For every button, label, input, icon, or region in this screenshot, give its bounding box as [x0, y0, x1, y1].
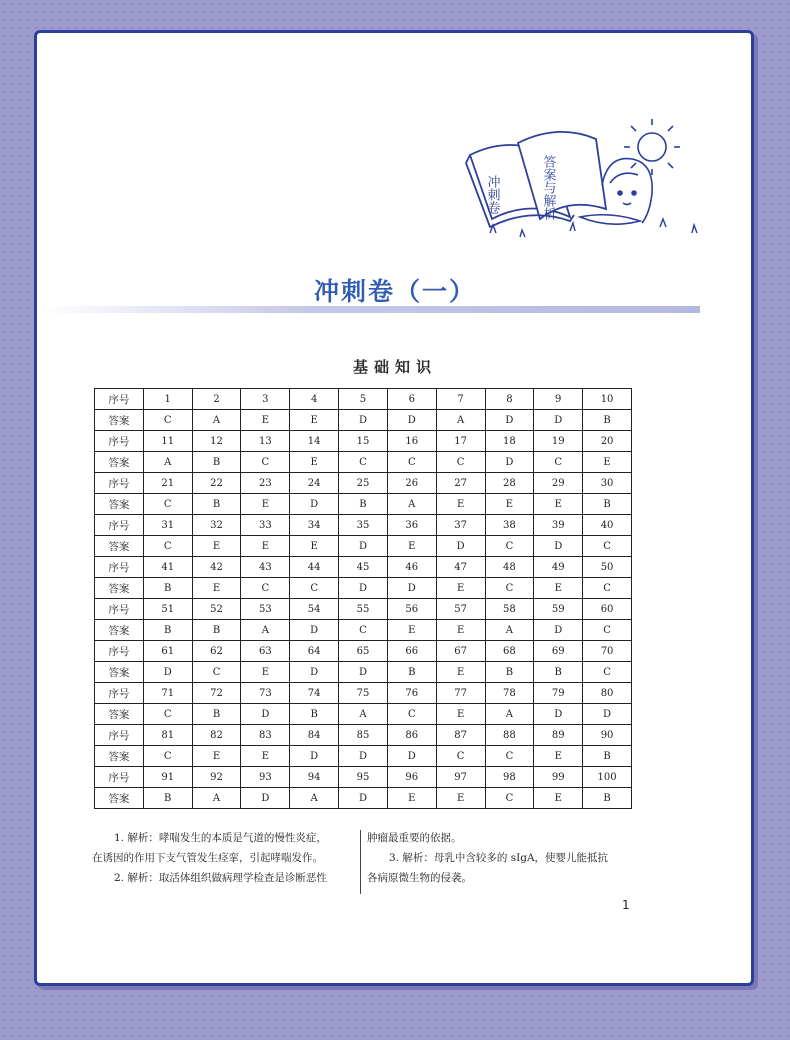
- question-number-cell: 11: [143, 431, 192, 452]
- question-number-cell: 86: [387, 725, 436, 746]
- question-number-cell: 40: [583, 515, 632, 536]
- answer-cell: B: [583, 746, 632, 767]
- question-number-cell: 68: [485, 641, 534, 662]
- answer-cell: C: [485, 746, 534, 767]
- number-row-label: 序号: [95, 431, 144, 452]
- question-number-cell: 100: [583, 767, 632, 788]
- answer-cell: C: [387, 704, 436, 725]
- note-1-line-1: 1. 解析：哮喘发生的本质是气道的慢性炎症，: [114, 832, 327, 844]
- answer-cell: E: [485, 494, 534, 515]
- note-2-line-2: 肿瘤最重要的依据。: [367, 832, 462, 844]
- question-number-cell: 87: [436, 725, 485, 746]
- answer-cell: D: [290, 494, 339, 515]
- question-number-cell: 4: [290, 389, 339, 410]
- question-number-cell: 62: [192, 641, 241, 662]
- question-number-cell: 1: [143, 389, 192, 410]
- answer-cell: B: [387, 662, 436, 683]
- answer-cell: A: [143, 452, 192, 473]
- answer-cell: D: [339, 410, 388, 431]
- answer-row-label: 答案: [95, 452, 144, 473]
- question-number-cell: 96: [387, 767, 436, 788]
- number-row: [95, 389, 632, 410]
- question-number-cell: 48: [485, 557, 534, 578]
- question-number-cell: 35: [339, 515, 388, 536]
- answer-cell: B: [290, 704, 339, 725]
- question-number-cell: 45: [339, 557, 388, 578]
- answer-cell: C: [241, 452, 290, 473]
- question-number-cell: 61: [143, 641, 192, 662]
- answer-row: [95, 662, 632, 683]
- question-number-cell: 38: [485, 515, 534, 536]
- question-number-cell: 28: [485, 473, 534, 494]
- answer-cell: B: [485, 662, 534, 683]
- question-number-cell: 31: [143, 515, 192, 536]
- answer-cell: B: [192, 620, 241, 641]
- question-number-cell: 90: [583, 725, 632, 746]
- question-number-cell: 24: [290, 473, 339, 494]
- question-number-cell: 60: [583, 599, 632, 620]
- question-number-cell: 72: [192, 683, 241, 704]
- title-underline-bar: [40, 306, 700, 313]
- answer-cell: B: [143, 620, 192, 641]
- question-number-cell: 25: [339, 473, 388, 494]
- question-number-cell: 51: [143, 599, 192, 620]
- answer-row-label: 答案: [95, 788, 144, 809]
- number-row: [95, 473, 632, 494]
- number-row: [95, 767, 632, 788]
- question-number-cell: 57: [436, 599, 485, 620]
- answer-cell: B: [583, 788, 632, 809]
- question-number-cell: 71: [143, 683, 192, 704]
- answer-cell: C: [339, 620, 388, 641]
- answer-cell: D: [339, 788, 388, 809]
- answer-cell: B: [143, 788, 192, 809]
- question-number-cell: 43: [241, 557, 290, 578]
- answer-row: [95, 746, 632, 767]
- question-number-cell: 76: [387, 683, 436, 704]
- answer-cell: D: [290, 746, 339, 767]
- answer-cell: E: [436, 578, 485, 599]
- question-number-cell: 52: [192, 599, 241, 620]
- question-number-cell: 64: [290, 641, 339, 662]
- answer-cell: A: [290, 788, 339, 809]
- question-number-cell: 8: [485, 389, 534, 410]
- answer-row-label: 答案: [95, 536, 144, 557]
- answer-cell: A: [436, 410, 485, 431]
- question-number-cell: 22: [192, 473, 241, 494]
- question-number-cell: 63: [241, 641, 290, 662]
- answer-cell: B: [534, 662, 583, 683]
- answer-row: [95, 494, 632, 515]
- question-number-cell: 85: [339, 725, 388, 746]
- question-number-cell: 79: [534, 683, 583, 704]
- answer-row: [95, 536, 632, 557]
- answer-row: [95, 410, 632, 431]
- answer-cell: C: [583, 578, 632, 599]
- answer-cell: C: [485, 578, 534, 599]
- question-number-cell: 37: [436, 515, 485, 536]
- question-number-cell: 74: [290, 683, 339, 704]
- question-number-cell: 66: [387, 641, 436, 662]
- answer-cell: A: [192, 788, 241, 809]
- answer-cell: D: [241, 704, 290, 725]
- question-number-cell: 67: [436, 641, 485, 662]
- answer-cell: D: [534, 410, 583, 431]
- answer-cell: B: [192, 452, 241, 473]
- answer-cell: E: [290, 452, 339, 473]
- answer-cell: D: [241, 788, 290, 809]
- question-number-cell: 44: [290, 557, 339, 578]
- answer-cell: C: [143, 410, 192, 431]
- answer-cell: A: [485, 620, 534, 641]
- answer-cell: C: [436, 452, 485, 473]
- question-number-cell: 2: [192, 389, 241, 410]
- question-number-cell: 12: [192, 431, 241, 452]
- question-number-cell: 65: [339, 641, 388, 662]
- question-number-cell: 6: [387, 389, 436, 410]
- answer-cell: E: [387, 536, 436, 557]
- question-number-cell: 89: [534, 725, 583, 746]
- number-row: [95, 599, 632, 620]
- answer-cell: C: [583, 536, 632, 557]
- answer-cell: C: [534, 452, 583, 473]
- number-row-label: 序号: [95, 683, 144, 704]
- reading-girl-illustration: [430, 85, 710, 245]
- answer-cell: E: [436, 788, 485, 809]
- answer-row: [95, 788, 632, 809]
- question-number-cell: 23: [241, 473, 290, 494]
- answer-row: [95, 578, 632, 599]
- question-number-cell: 91: [143, 767, 192, 788]
- answer-cell: E: [192, 746, 241, 767]
- question-number-cell: 21: [143, 473, 192, 494]
- answer-cell: D: [339, 746, 388, 767]
- number-row: [95, 557, 632, 578]
- answer-cell: D: [436, 536, 485, 557]
- answer-cell: C: [583, 620, 632, 641]
- number-row: [95, 641, 632, 662]
- number-row: [95, 431, 632, 452]
- answer-cell: E: [534, 494, 583, 515]
- answer-cell: E: [241, 410, 290, 431]
- answer-cell: C: [485, 788, 534, 809]
- question-number-cell: 27: [436, 473, 485, 494]
- question-number-cell: 41: [143, 557, 192, 578]
- question-number-cell: 10: [583, 389, 632, 410]
- note-1-line-2: 在诱因的作用下支气管发生痉挛，引起哮喘发作。: [92, 852, 323, 864]
- answer-row-label: 答案: [95, 620, 144, 641]
- question-number-cell: 32: [192, 515, 241, 536]
- question-number-cell: 46: [387, 557, 436, 578]
- question-number-cell: 3: [241, 389, 290, 410]
- answer-cell: C: [241, 578, 290, 599]
- answer-cell: E: [436, 620, 485, 641]
- answer-row-label: 答案: [95, 746, 144, 767]
- section-title: 基础知识: [352, 358, 437, 376]
- question-number-cell: 77: [436, 683, 485, 704]
- answer-cell: D: [143, 662, 192, 683]
- question-number-cell: 99: [534, 767, 583, 788]
- question-number-cell: 7: [436, 389, 485, 410]
- answer-row: [95, 620, 632, 641]
- answer-row: [95, 704, 632, 725]
- answer-cell: E: [534, 746, 583, 767]
- answer-cell: C: [192, 662, 241, 683]
- question-number-cell: 29: [534, 473, 583, 494]
- number-row-label: 序号: [95, 557, 144, 578]
- question-number-cell: 18: [485, 431, 534, 452]
- answer-cell: E: [387, 620, 436, 641]
- question-number-cell: 49: [534, 557, 583, 578]
- number-row: [95, 725, 632, 746]
- note-3-line-1: 3. 解析：母乳中含较多的 sIgA，使婴儿能抵抗: [389, 852, 609, 864]
- answer-cell: E: [534, 788, 583, 809]
- question-number-cell: 97: [436, 767, 485, 788]
- question-number-cell: 70: [583, 641, 632, 662]
- question-number-cell: 59: [534, 599, 583, 620]
- number-row-label: 序号: [95, 599, 144, 620]
- question-number-cell: 39: [534, 515, 583, 536]
- answer-cell: D: [387, 746, 436, 767]
- question-number-cell: 56: [387, 599, 436, 620]
- answer-cell: A: [241, 620, 290, 641]
- question-number-cell: 47: [436, 557, 485, 578]
- answer-cell: E: [241, 536, 290, 557]
- number-row-label: 序号: [95, 473, 144, 494]
- answer-cell: C: [339, 452, 388, 473]
- question-number-cell: 30: [583, 473, 632, 494]
- question-number-cell: 84: [290, 725, 339, 746]
- question-number-cell: 92: [192, 767, 241, 788]
- question-number-cell: 78: [485, 683, 534, 704]
- answer-row-label: 答案: [95, 662, 144, 683]
- question-number-cell: 15: [339, 431, 388, 452]
- answer-cell: C: [485, 536, 534, 557]
- answer-cell: E: [241, 494, 290, 515]
- answer-cell: E: [436, 662, 485, 683]
- notes-left-column: [92, 828, 354, 888]
- question-number-cell: 54: [290, 599, 339, 620]
- answer-cell: A: [339, 704, 388, 725]
- answer-cell: D: [339, 536, 388, 557]
- answer-cell: E: [387, 788, 436, 809]
- answer-cell: D: [534, 704, 583, 725]
- question-number-cell: 34: [290, 515, 339, 536]
- answer-cell: E: [290, 410, 339, 431]
- answer-row-label: 答案: [95, 704, 144, 725]
- book-right-label: 答案与解析: [540, 155, 556, 220]
- answer-cell: B: [583, 494, 632, 515]
- answer-cell: D: [387, 578, 436, 599]
- answer-cell: A: [192, 410, 241, 431]
- question-number-cell: 9: [534, 389, 583, 410]
- note-2-line-1: 2. 解析：取活体组织做病理学检查是诊断恶性: [114, 872, 327, 884]
- question-number-cell: 50: [583, 557, 632, 578]
- question-number-cell: 75: [339, 683, 388, 704]
- question-number-cell: 94: [290, 767, 339, 788]
- question-number-cell: 16: [387, 431, 436, 452]
- answer-cell: D: [534, 620, 583, 641]
- answer-cell: E: [241, 662, 290, 683]
- column-divider: [360, 830, 361, 894]
- answer-cell: B: [143, 578, 192, 599]
- question-number-cell: 33: [241, 515, 290, 536]
- answer-cell: E: [583, 452, 632, 473]
- answer-cell: B: [192, 494, 241, 515]
- question-number-cell: 13: [241, 431, 290, 452]
- question-number-cell: 83: [241, 725, 290, 746]
- question-number-cell: 82: [192, 725, 241, 746]
- question-number-cell: 81: [143, 725, 192, 746]
- answer-row-label: 答案: [95, 578, 144, 599]
- answer-row-label: 答案: [95, 494, 144, 515]
- question-number-cell: 95: [339, 767, 388, 788]
- answer-cell: E: [192, 578, 241, 599]
- answer-row: [95, 452, 632, 473]
- number-row-label: 序号: [95, 515, 144, 536]
- answer-cell: C: [436, 746, 485, 767]
- question-number-cell: 19: [534, 431, 583, 452]
- answer-cell: C: [143, 746, 192, 767]
- answer-cell: B: [192, 704, 241, 725]
- answer-cell: D: [485, 410, 534, 431]
- answer-cell: B: [583, 410, 632, 431]
- note-3-line-2: 各病原微生物的侵袭。: [367, 872, 472, 884]
- number-row-label: 序号: [95, 767, 144, 788]
- answer-row-label: 答案: [95, 410, 144, 431]
- answer-cell: A: [387, 494, 436, 515]
- answer-table: [94, 388, 632, 809]
- answer-cell: D: [485, 452, 534, 473]
- answer-cell: D: [387, 410, 436, 431]
- question-number-cell: 93: [241, 767, 290, 788]
- answer-cell: D: [339, 662, 388, 683]
- number-row-label: 序号: [95, 725, 144, 746]
- page-number: 1: [622, 898, 630, 912]
- number-row: [95, 683, 632, 704]
- notes-right-column: [367, 828, 629, 888]
- answer-cell: C: [387, 452, 436, 473]
- answer-cell: E: [436, 704, 485, 725]
- question-number-cell: 58: [485, 599, 534, 620]
- question-number-cell: 20: [583, 431, 632, 452]
- question-number-cell: 42: [192, 557, 241, 578]
- book-left-label: 冲刺卷: [484, 175, 500, 214]
- question-number-cell: 73: [241, 683, 290, 704]
- number-row-label: 序号: [95, 641, 144, 662]
- question-number-cell: 69: [534, 641, 583, 662]
- question-number-cell: 5: [339, 389, 388, 410]
- answer-cell: C: [143, 494, 192, 515]
- answer-cell: C: [143, 704, 192, 725]
- answer-cell: E: [534, 578, 583, 599]
- question-number-cell: 36: [387, 515, 436, 536]
- answer-cell: D: [339, 578, 388, 599]
- answer-cell: D: [290, 620, 339, 641]
- number-row: [95, 515, 632, 536]
- answer-cell: E: [241, 746, 290, 767]
- answer-cell: B: [339, 494, 388, 515]
- answer-cell: A: [485, 704, 534, 725]
- answer-cell: C: [583, 662, 632, 683]
- question-number-cell: 26: [387, 473, 436, 494]
- answer-cell: C: [290, 578, 339, 599]
- answer-cell: D: [290, 662, 339, 683]
- question-number-cell: 98: [485, 767, 534, 788]
- question-number-cell: 14: [290, 431, 339, 452]
- page-title: 冲刺卷（一）: [313, 277, 476, 306]
- answer-cell: C: [143, 536, 192, 557]
- question-number-cell: 88: [485, 725, 534, 746]
- number-row-label: 序号: [95, 389, 144, 410]
- answer-cell: E: [290, 536, 339, 557]
- answer-cell: D: [534, 536, 583, 557]
- question-number-cell: 55: [339, 599, 388, 620]
- answer-cell: D: [583, 704, 632, 725]
- answer-cell: E: [192, 536, 241, 557]
- question-number-cell: 53: [241, 599, 290, 620]
- question-number-cell: 80: [583, 683, 632, 704]
- sun-icon: [624, 119, 680, 175]
- answer-cell: E: [436, 494, 485, 515]
- question-number-cell: 17: [436, 431, 485, 452]
